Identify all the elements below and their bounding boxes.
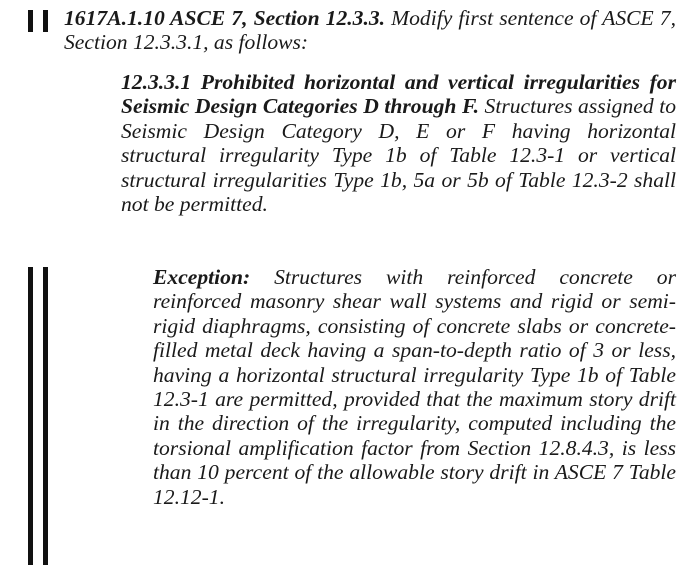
exception-label: Exception: bbox=[153, 265, 251, 289]
exception-text: Structures with reinforced concrete or reinforced masonry shear wall systems and rigid or semi-rigid diaphragms, consisting of concrete slabs or concrete-filled metal deck having a span-to-depth ratio of 3 or less, having a horizontal structural irregularity Type 1b of Table 12.3-1 are permitted, provided that the maximum story drift in the direction of the irregularity, computed including the torsional amplification factor from Section 12.8.4.3, is less than 10 percent of the allowable story drift in ASCE 7 Table 12.12-1. bbox=[153, 265, 676, 509]
amendment-heading: 1617A.1.10 ASCE 7, Section 12.3.3. bbox=[64, 6, 386, 30]
revision-bar bbox=[43, 267, 48, 565]
amendment-paragraph bbox=[64, 6, 676, 55]
amendment-text: Modify first sentence of ASCE 7, Section 12.3.3.1, as follows: bbox=[64, 6, 676, 55]
revision-bar bbox=[28, 267, 33, 565]
section-paragraph bbox=[121, 70, 676, 216]
exception-paragraph bbox=[153, 265, 676, 509]
section-text: Structures assigned to Seismic Design Category D, E or F having horizontal structural irregularity Type 1b of Table 12.3-1 or vertical structural irregularities Type 1b, 5a or 5b of Table 12.3-2 shall not be permitted. bbox=[121, 94, 676, 217]
section-heading: 12.3.3.1 Prohibited horizontal and vertical irregularities for Seismic Design Categories D through F. bbox=[121, 70, 676, 119]
revision-bar bbox=[28, 10, 33, 32]
revision-bar bbox=[43, 10, 48, 32]
